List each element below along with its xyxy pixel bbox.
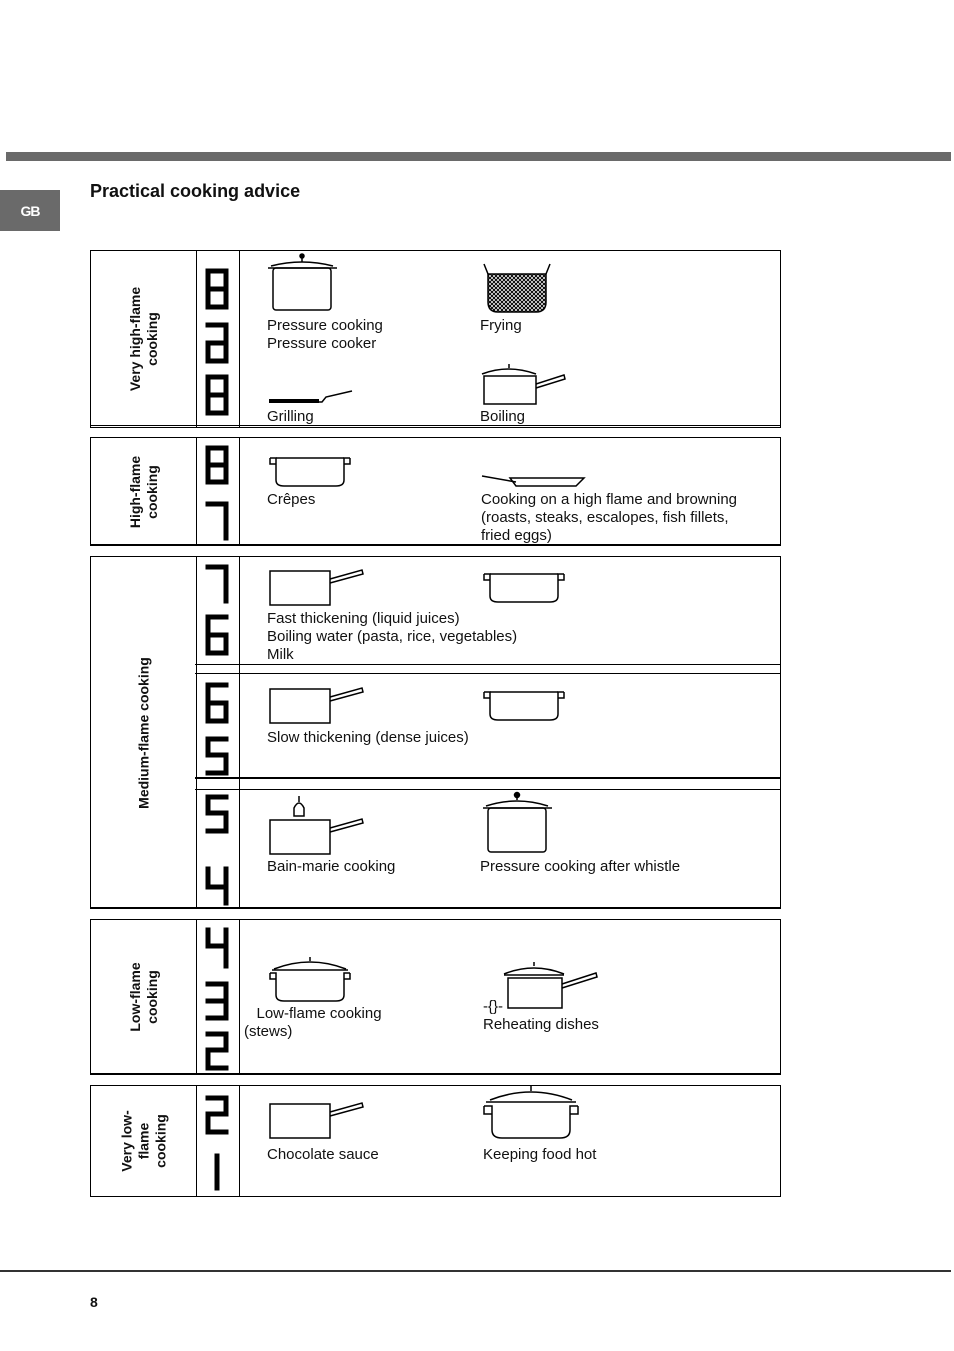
section-label: Medium-flame cooking [91,557,197,908]
language-tab: GB [0,190,60,231]
item-pressure-after-whistle: Pressure cooking after whistle [480,858,681,875]
section-low-flame [90,919,781,1075]
item-boiling: Boiling [480,408,526,425]
saucepan-icon [266,683,366,725]
flame-digits-medium [196,557,238,909]
flame-digits-high [196,438,238,546]
subsection-divider [195,777,781,790]
section-very-high-flame [90,250,781,428]
saucepan-icon [266,565,366,607]
section-label: Very low- flame cooking [91,1086,197,1196]
covered-pot-icon [266,955,354,1005]
item-frying: Frying [480,317,522,334]
pressure-cooker-icon [480,790,555,856]
subsection-divider [195,664,781,674]
bain-marie-icon [266,794,366,856]
shallow-pot-icon [480,570,568,608]
item-chocolate-sauce: Chocolate sauce [267,1146,379,1163]
section-label: High-flame cooking [91,438,197,545]
section-label: Low-flame cooking [91,920,197,1074]
item-bain-marie: Bain-marie cooking [267,858,396,875]
frying-basket-icon [478,262,556,316]
item-fast-thickening: Fast thickening (liquid juices) Boiling water (pasta, rice, vegetables) Milk [267,610,518,663]
frying-pan-icon [480,472,588,490]
covered-pot-icon [480,1084,582,1142]
item-pressure-cooking: Pressure cooking Pressure cooker [267,317,383,352]
flame-digits-low [196,920,238,1074]
section-label: Very high-flame cooking [91,251,197,427]
grill-pan-icon [266,388,356,406]
section-very-low-flame [90,1085,781,1197]
flame-digits-very-low [196,1086,238,1196]
saucepan-icon [266,1098,366,1142]
item-slow-thickening: Slow thickening (dense juices) [267,729,469,746]
page-number: 8 [90,1294,98,1310]
item-keeping-food-hot: Keeping food hot [483,1146,597,1163]
item-crepes: Crêpes [267,491,316,508]
saucepan-lid-icon [478,362,570,408]
item-high-flame-browning: Cooking on a high flame and browning (roasts, steaks, escalopes, fish fillets, fried eggs) [481,491,738,544]
pressure-cooker-icon [265,252,340,314]
bottom-rule [0,1270,951,1272]
item-grilling: Grilling [267,408,314,425]
item-low-flame-cooking: Low-flame cooking (stews) [244,1005,382,1040]
covered-saucepan-icon [500,960,602,1012]
item-reheating: -{}- Reheating dishes [483,998,599,1033]
flame-digits-very-high [196,251,238,427]
shallow-pot-icon [480,688,568,726]
top-rule [6,152,951,161]
shallow-pot-icon [266,452,354,490]
page-title: Practical cooking advice [90,181,301,201]
